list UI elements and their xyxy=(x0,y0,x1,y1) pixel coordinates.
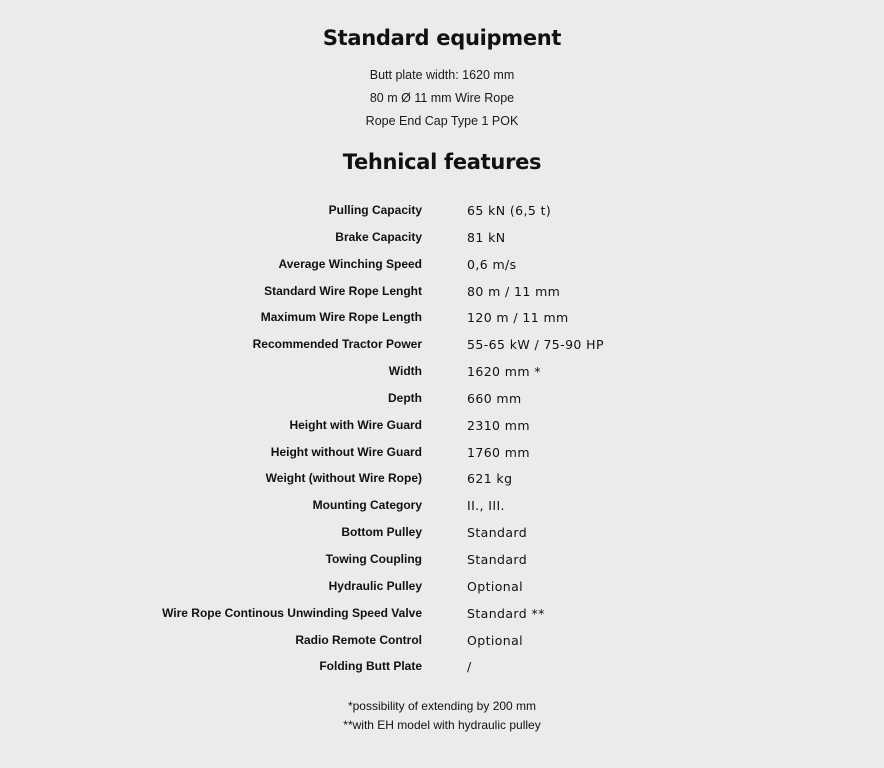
spec-row xyxy=(0,520,884,547)
spec-value: 2310 mm xyxy=(467,417,530,433)
spec-row xyxy=(0,305,884,332)
spec-value: Optional xyxy=(467,578,524,594)
spec-value: / xyxy=(467,659,472,675)
spec-value: 55-65 kW / 75-90 HP xyxy=(467,337,604,353)
spec-row xyxy=(0,359,884,386)
standard-equipment-list xyxy=(0,66,884,135)
spec-value: 660 mm xyxy=(467,390,522,406)
spec-row xyxy=(0,332,884,359)
spec-label: Bottom Pulley xyxy=(341,525,422,540)
spec-value: Standard xyxy=(467,551,528,567)
spec-row xyxy=(0,547,884,574)
spec-label: Mounting Category xyxy=(312,498,422,513)
spec-label: Wire Rope Continous Unwinding Speed Valve xyxy=(162,605,422,620)
spec-value: 1620 mm * xyxy=(467,364,541,380)
spec-label: Radio Remote Control xyxy=(295,632,422,647)
spec-value: 1760 mm xyxy=(467,444,530,460)
spec-row xyxy=(0,466,884,493)
spec-label: Height without Wire Guard xyxy=(270,444,422,459)
spec-label: Towing Coupling xyxy=(325,551,422,566)
spec-label: Average Winching Speed xyxy=(278,256,422,271)
spec-value: Standard ** xyxy=(467,605,545,621)
spec-row xyxy=(0,279,884,306)
technical-features-title: Tehnical features xyxy=(342,150,542,174)
spec-row xyxy=(0,654,884,681)
footnote: *possibility of extending by 200 mm xyxy=(347,699,537,713)
spec-value: 120 m / 11 mm xyxy=(467,310,569,326)
spec-label: Brake Capacity xyxy=(335,229,422,244)
spec-label: Hydraulic Pulley xyxy=(328,578,422,593)
spec-row xyxy=(0,601,884,628)
footnotes xyxy=(0,697,884,734)
spec-row xyxy=(0,386,884,413)
standard-equipment-item: Rope End Cap Type 1 POK xyxy=(365,114,519,128)
spec-label: Width xyxy=(388,364,422,379)
standard-equipment-item: 80 m Ø 11 mm Wire Rope xyxy=(369,91,515,105)
spec-row xyxy=(0,252,884,279)
spec-row xyxy=(0,198,884,225)
standard-equipment-title: Standard equipment xyxy=(322,26,562,50)
spec-row xyxy=(0,225,884,252)
footnote: **with EH model with hydraulic pulley xyxy=(343,717,541,732)
standard-equipment-item: Butt plate width: 1620 mm xyxy=(369,68,515,82)
spec-label: Maximum Wire Rope Length xyxy=(260,310,422,325)
spec-row xyxy=(0,440,884,467)
spec-value: II., III. xyxy=(467,498,505,514)
spec-value: 81 kN xyxy=(467,229,506,245)
spec-row xyxy=(0,574,884,601)
spec-value: Standard xyxy=(467,525,528,541)
spec-label: Folding Butt Plate xyxy=(319,659,422,674)
spec-value: 621 kg xyxy=(467,471,513,487)
spec-value: 80 m / 11 mm xyxy=(467,283,561,299)
spec-row xyxy=(0,628,884,655)
technical-features-table xyxy=(0,198,884,681)
spec-label: Pulling Capacity xyxy=(328,203,422,217)
spec-value: 65 kN (6,5 t) xyxy=(467,203,552,218)
spec-value: 0,6 m/s xyxy=(467,256,517,272)
spec-value: Optional xyxy=(467,632,524,648)
spec-label: Standard Wire Rope Lenght xyxy=(264,283,422,298)
spec-label: Depth xyxy=(388,390,422,405)
spec-row xyxy=(0,493,884,520)
spec-label: Height with Wire Guard xyxy=(289,417,422,432)
spec-label: Weight (without Wire Rope) xyxy=(265,471,422,486)
spec-label: Recommended Tractor Power xyxy=(252,337,422,352)
spec-row xyxy=(0,413,884,440)
